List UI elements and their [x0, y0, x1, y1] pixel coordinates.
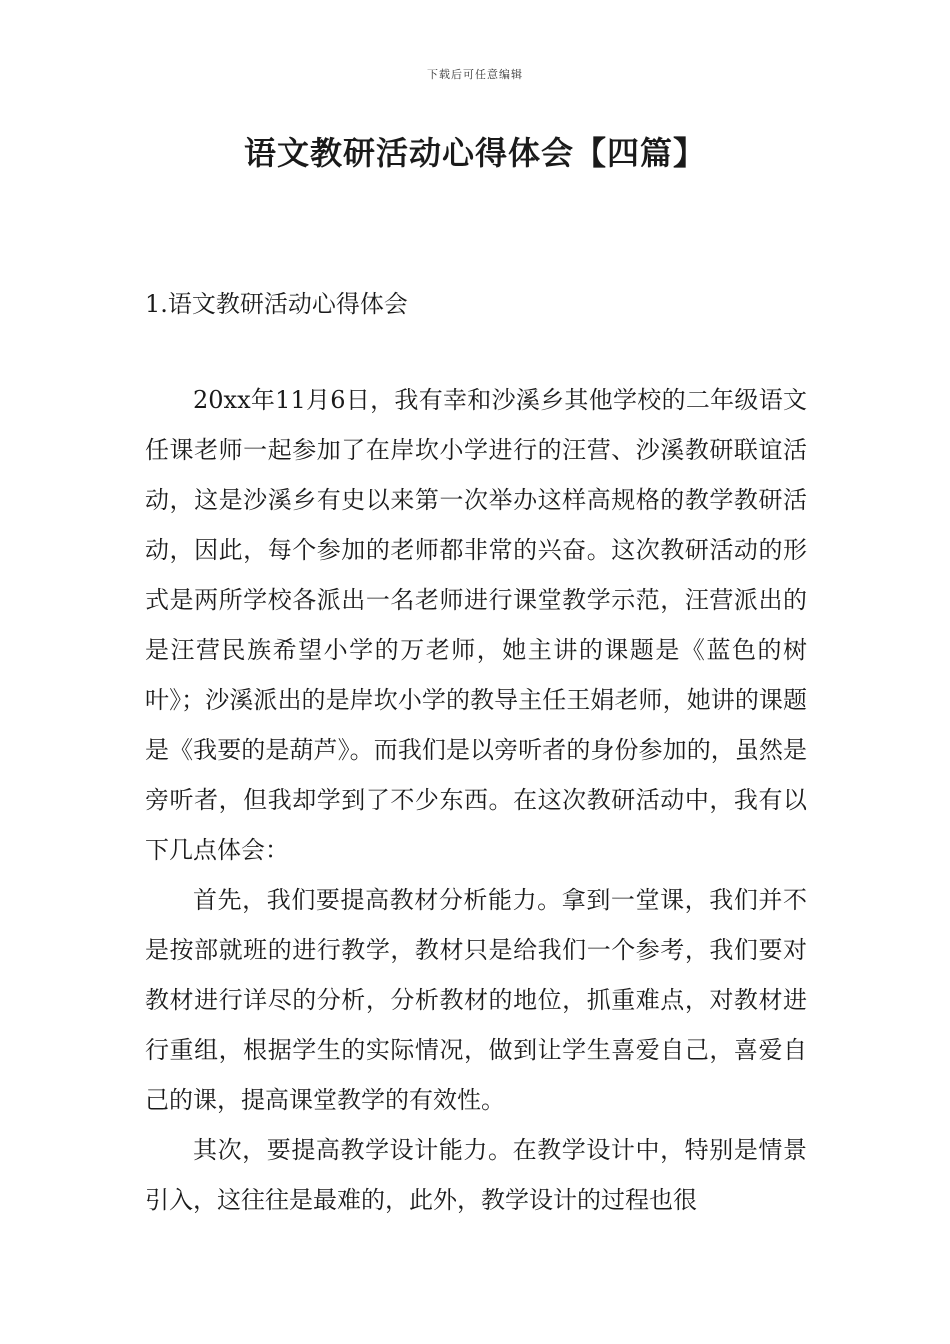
- paragraph: 首先，我们要提高教材分析能力。拿到一堂课，我们并不是按部就班的进行教学，教材只是给我们一个参考，我们要对教材进行详尽的分析，分析教材的地位，抓重难点，对教材进行重组，根据学生的实际情况，做到让学生喜爱自己，喜爱自己的课，提高课堂教学的有效性。: [145, 886, 807, 1114]
- body-text: [145, 375, 807, 1225]
- document-title: 语文教研活动心得体会【四篇】: [243, 134, 706, 172]
- header-note: 下载后可任意编辑: [427, 68, 523, 81]
- paragraph: 20xx年11月6日，我有幸和沙溪乡其他学校的二年级语文任课老师一起参加了在岸坎小学进行的汪营、沙溪教研联谊活动，这是沙溪乡有史以来第一次举办这样高规格的教学教研活动，因此，每个参加的老师都非常的兴奋。这次教研活动的形式是两所学校各派出一名老师进行课堂教学示范，汪营派出的是汪营民族希望小学的万老师，她主讲的课题是《蓝色的树叶》；沙溪派出的是岸坎小学的教导主任王娟老师，她讲的课题是《我要的是葫芦》。而我们是以旁听者的身份参加的，虽然是旁听者，但我却学到了不少东西。在这次教研活动中，我有以下几点体会：: [145, 386, 807, 864]
- paragraph: 其次，要提高教学设计能力。在教学设计中，特别是情景引入，这往往是最难的，此外，教学设计的过程也很: [145, 1136, 807, 1214]
- section-heading: 1.语文教研活动心得体会: [145, 290, 408, 318]
